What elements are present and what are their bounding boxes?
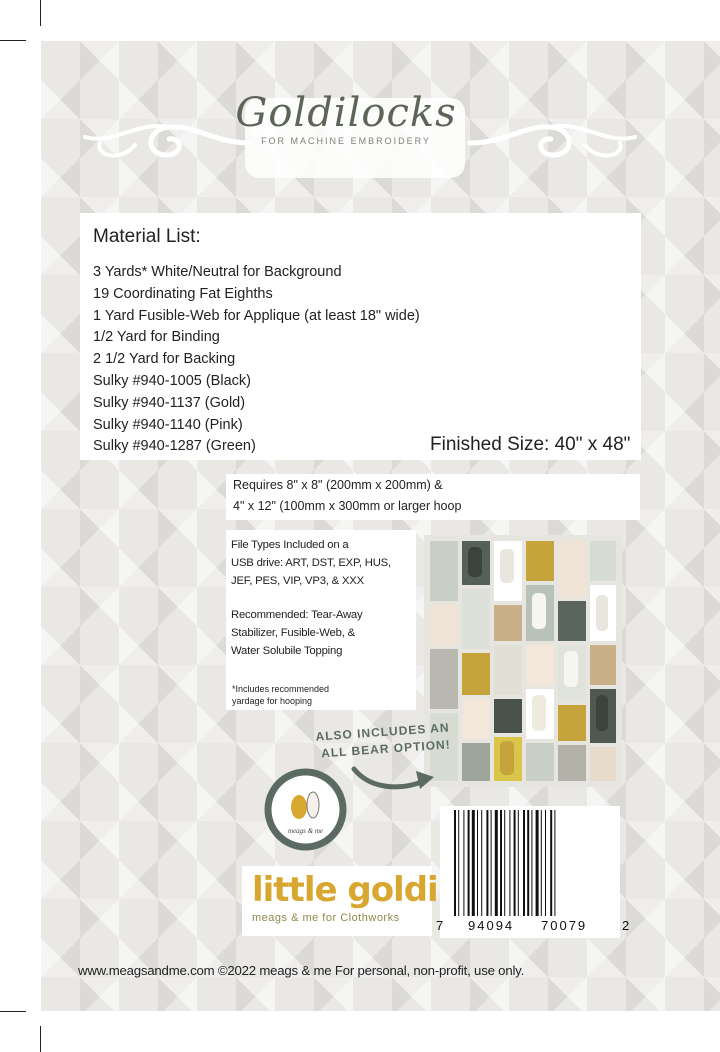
barcode-bar <box>454 810 456 916</box>
barcode-bar <box>541 810 542 916</box>
barcode-bar <box>458 810 459 916</box>
recommended-line: Stabilizer, Fusible-Web, & <box>231 627 355 639</box>
barcode-bar <box>468 810 470 916</box>
barcode-bar <box>514 810 516 916</box>
quilt-image <box>424 535 622 787</box>
crop-mark <box>0 1011 26 1012</box>
barcode <box>440 806 620 938</box>
finished-size: Finished Size: 40" x 48" <box>430 434 631 455</box>
list-item: 1/2 Yard for Binding <box>93 329 220 346</box>
list-item: 3 Yards* White/Neutral for Background <box>93 264 342 280</box>
barcode-bar <box>554 810 555 916</box>
hoop-line-1: Requires 8" x 8" (200mm x 200mm) & <box>233 478 443 492</box>
logo-text: little goldi <box>252 870 438 910</box>
list-item: Sulky #940-1140 (Pink) <box>93 416 243 433</box>
footnote-line: yardage for hooping <box>232 696 313 706</box>
barcode-bar <box>495 810 498 916</box>
title-block <box>215 90 477 146</box>
barcode-digit-first: 7 <box>436 918 444 933</box>
barcode-bar <box>550 810 552 916</box>
copyright-footer: www.meagsandme.com ©2022 meags & me For personal, non-profit, use only. <box>78 963 525 978</box>
barcode-bar <box>491 810 492 916</box>
material-list-heading: Material List: <box>93 226 201 247</box>
pattern-subtitle: FOR MACHINE EMBROIDERY <box>261 136 431 146</box>
barcode-bar <box>486 810 488 916</box>
barcode-bar <box>527 810 529 916</box>
barcode-bar <box>500 810 502 916</box>
callout-line-1: ALSO INCLUDES AN <box>315 720 450 744</box>
barcode-digits-right: 70079 <box>541 918 588 933</box>
crop-mark <box>40 1026 41 1052</box>
recommended-line: Recommended: Tear-Away <box>231 609 363 621</box>
barcode-bar <box>509 810 510 916</box>
crop-mark <box>0 40 26 41</box>
barcode-digit-last: 2 <box>622 918 630 933</box>
curved-arrow-icon <box>350 755 440 795</box>
list-item: 19 Coordinating Fat Eighths <box>93 285 273 302</box>
list-item: 2 1/2 Yard for Backing <box>93 351 236 368</box>
material-list <box>93 262 420 458</box>
file-types-line: USB drive: ART, DST, EXP, HUS, <box>231 557 391 569</box>
barcode-digits-left: 94094 <box>468 918 515 933</box>
barcode-bars <box>440 806 620 938</box>
logo-subtext: meags & me for Clothworks <box>252 912 400 924</box>
list-item: 1 Yard Fusible-Web for Applique (at least 18" wide) <box>93 307 420 324</box>
right-flourish-icon <box>465 115 645 175</box>
barcode-bar <box>481 810 482 916</box>
footnote-line: *Includes recommended <box>232 684 330 694</box>
barcode-bar <box>536 810 539 916</box>
barcode-bar <box>531 810 532 916</box>
pattern-title: Goldilocks <box>235 90 457 136</box>
barcode-bar <box>518 810 519 916</box>
list-item: Sulky #940-1005 (Black) <box>93 372 251 389</box>
meags-me-seal-icon <box>263 767 348 852</box>
list-item: Sulky #940-1287 (Green) <box>93 438 256 455</box>
barcode-bar <box>463 810 464 916</box>
hoop-line-2: 4" x 12" (100mm x 300mm or larger hoop <box>233 499 462 513</box>
callout-line-2: ALL BEAR OPTION! <box>320 737 452 761</box>
barcode-bar <box>545 810 546 916</box>
barcode-bar <box>472 810 475 916</box>
list-item: Sulky #940-1137 (Gold) <box>93 394 246 411</box>
barcode-bar <box>523 810 525 916</box>
svg-text:meags & me: meags & me <box>288 827 323 835</box>
barcode-bar <box>477 810 478 916</box>
recommended-line: Water Solubile Topping <box>231 645 343 657</box>
file-types-line: File Types Included on a <box>231 539 349 551</box>
file-types-line: JEF, PES, VIP, VP3, & XXX <box>231 575 364 587</box>
crop-mark <box>40 0 41 26</box>
quilt-photo <box>424 535 622 787</box>
barcode-bar <box>504 810 505 916</box>
